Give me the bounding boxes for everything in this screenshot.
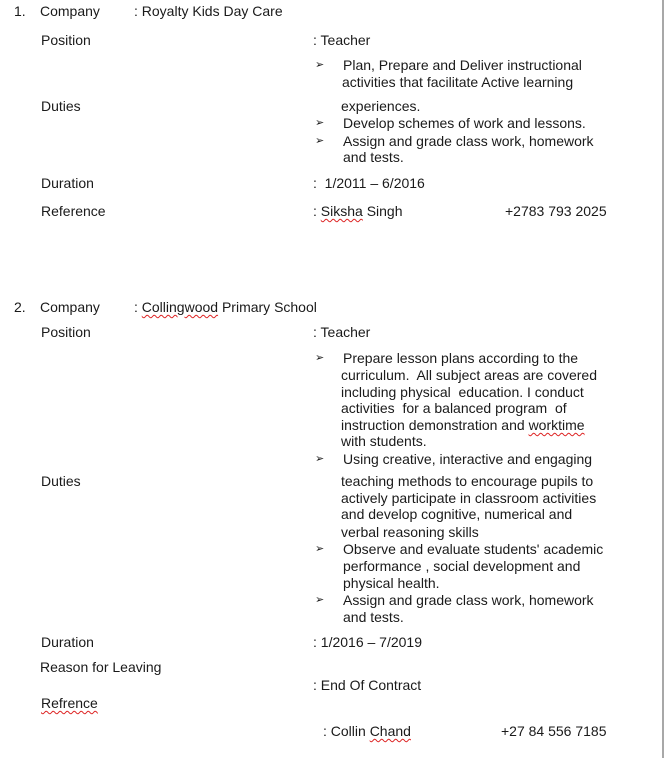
company-value: [134, 299, 317, 315]
duration-label: Duration: [41, 634, 94, 650]
duty-line: [341, 417, 585, 433]
duty-line: including physical education. I conduct: [341, 384, 584, 400]
reference-label: Reference: [41, 203, 106, 219]
reference-value: [313, 203, 403, 219]
duty-line: Prepare lesson plans according to the: [343, 350, 579, 366]
bullet-arrow-icon: ➢: [315, 58, 325, 71]
duty-line: and tests.: [343, 609, 404, 625]
duty-line: Develop schemes of work and lessons.: [343, 115, 586, 131]
duty-line: actively participate in classroom activities: [341, 490, 597, 506]
reference-label: Refrence: [41, 695, 98, 711]
bullet-arrow-icon: ➢: [315, 593, 325, 606]
duty-line: curriculum. All subject areas are covered: [341, 367, 597, 383]
reference-value: [323, 723, 411, 739]
duty-line: Assign and grade class work, homework: [343, 133, 594, 149]
duty-line: activities for a balanced program of: [341, 400, 567, 416]
company-label: Company: [40, 299, 100, 315]
duty-line: with students.: [341, 433, 427, 449]
reference-name: Siksha: [320, 203, 363, 219]
bullet-arrow-icon: ➢: [315, 134, 325, 147]
duty-line: Using creative, interactive and engaging: [343, 451, 593, 467]
duty-line: Observe and evaluate students' academic: [343, 541, 604, 557]
duty-line: Assign and grade class work, homework: [343, 592, 594, 608]
duty-line: performance , social development and: [343, 558, 581, 574]
duty-line: activities that facilitate Active learning: [342, 74, 574, 90]
position-label: Position: [41, 324, 91, 340]
duty-line: teaching methods to encourage pupils to: [341, 473, 594, 489]
company-rest: Primary School: [218, 299, 317, 315]
reference-phone: +27 84 556 7185: [501, 723, 607, 739]
reference-phone: +2783 793 2025: [505, 203, 607, 219]
page-edge: [662, 0, 664, 758]
duty-line: experiences.: [341, 98, 421, 114]
duty-line: and tests.: [343, 149, 404, 165]
reason-value: : End Of Contract: [313, 677, 422, 693]
duty-line-part: instruction demonstration and: [341, 417, 529, 433]
duty-line: physical health.: [343, 575, 440, 591]
reference-prefix: :: [313, 203, 321, 219]
duration-value: : 1/2011 – 6/2016: [313, 175, 425, 191]
duration-value: : 1/2016 – 7/2019: [313, 634, 422, 650]
duty-line-part: worktime: [528, 417, 585, 433]
duties-label: Duties: [41, 98, 81, 114]
reference-name-rest: Singh: [362, 203, 403, 219]
duty-line: Plan, Prepare and Deliver instructional: [343, 57, 582, 73]
company-value: : Royalty Kids Day Care: [134, 3, 283, 19]
reference-name: Chand: [369, 723, 411, 739]
reason-label: Reason for Leaving: [40, 659, 162, 675]
reference-prefix: : Collin: [323, 723, 370, 739]
company-prefix: :: [134, 299, 142, 315]
company-name: Collingwood: [141, 299, 219, 315]
position-value: : Teacher: [313, 32, 371, 48]
job-number: 2.: [14, 299, 26, 315]
duties-label: Duties: [41, 473, 81, 489]
position-value: : Teacher: [313, 324, 371, 340]
duty-line: verbal reasoning skills: [341, 524, 479, 540]
duty-line: and develop cognitive, numerical and: [341, 506, 573, 522]
bullet-arrow-icon: ➢: [315, 351, 325, 364]
bullet-arrow-icon: ➢: [315, 452, 325, 465]
position-label: Position: [41, 32, 91, 48]
duration-label: Duration: [41, 175, 94, 191]
bullet-arrow-icon: ➢: [315, 542, 325, 555]
bullet-arrow-icon: ➢: [315, 116, 325, 129]
company-label: Company: [40, 3, 100, 19]
job-number: 1.: [14, 3, 26, 19]
